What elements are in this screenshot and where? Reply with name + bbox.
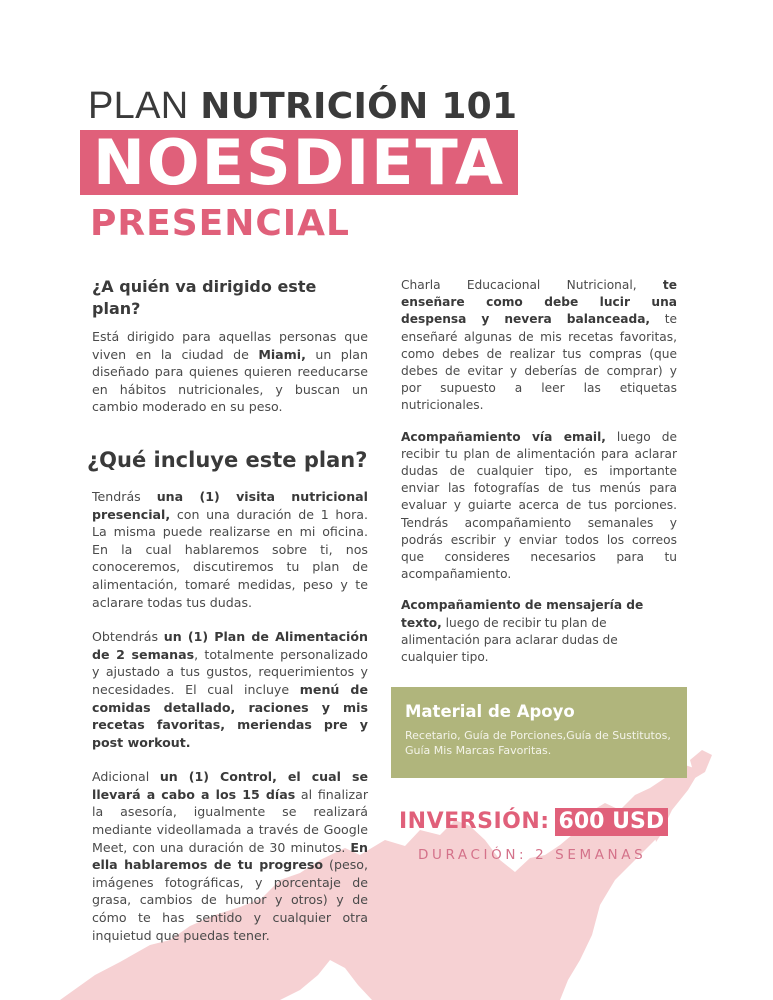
support-material-box bbox=[391, 687, 687, 778]
talk-bold: te enseñare como debe lucir una despensa y nevera balanceada, bbox=[401, 278, 677, 327]
includes-heading: ¿Qué incluye este plan? bbox=[87, 447, 368, 472]
price-row bbox=[399, 807, 668, 837]
plan-bold: un (1) Plan de Alimentación de 2 semanas bbox=[92, 629, 368, 662]
control-text-end: (peso, imágenes fotográficas, y porcentaje de grasa, cambios de humor y otros) y de cómo te has sentido y cualquier otra inquietud que puedas tener. bbox=[92, 857, 368, 943]
plan-text: Obtendrás bbox=[92, 629, 164, 645]
right-column bbox=[401, 277, 677, 680]
plan-bold-menu: menú de comidas detallado, raciones y mis recetas favoritas, meriendas pre y post workout. bbox=[92, 681, 368, 750]
plan-title bbox=[88, 86, 517, 127]
sms-bold: Acompañamiento de mensajería de texto, bbox=[401, 598, 644, 630]
who-city: Miami, bbox=[258, 346, 306, 362]
visit-text: Tendrás bbox=[92, 488, 157, 504]
control-paragraph bbox=[92, 768, 368, 944]
plan-text-cont: , totalmente personalizado y ajustado a tus gustos, requerimientos y necesidades. El cual incluye bbox=[92, 646, 368, 697]
brand-name: NOESDIETA bbox=[93, 126, 505, 199]
who-text: Está dirigido para aquellas personas que viven en la ciudad de bbox=[92, 329, 368, 362]
control-text: Adicional bbox=[92, 769, 160, 785]
email-bold: Acompañamiento vía email, bbox=[401, 429, 606, 444]
price-value: 600 USD bbox=[555, 808, 669, 836]
who-heading: ¿A quién va dirigido este plan? bbox=[92, 277, 317, 318]
who-text-cont: un plan diseñado para quienes quieren reeducarse en hábitos nutricionales, y buscan un cambio moderado en su peso. bbox=[92, 346, 368, 415]
support-body: Recetario, Guía de Porciones,Guía de Sustitutos, Guía Mis Marcas Favoritas. bbox=[405, 729, 671, 757]
sms-text: luego de recibir tu plan de alimentación para aclarar dudas de cualquier tipo. bbox=[401, 615, 618, 665]
control-bold: un (1) Control, el cual se llevará a cabo a los 15 días bbox=[92, 769, 368, 802]
left-column bbox=[87, 276, 369, 961]
plan-title-prefix: PLAN bbox=[88, 85, 189, 127]
duration-text: DURACIÓN: 2 SEMANAS bbox=[418, 847, 647, 863]
talk-text-cont: te enseñaré algunas de mis recetas favoritas, como debes de realizar tus compras (que debes de evitar y deberías de comprar) y por supuesto a leer las etiquetas nutricionales. bbox=[401, 312, 677, 413]
support-title: Material de Apoyo bbox=[405, 702, 575, 721]
plan-modality: PRESENCIAL bbox=[90, 203, 350, 244]
brand-banner bbox=[80, 126, 518, 199]
plan-title-bold: NUTRICIÓN 101 bbox=[200, 86, 518, 127]
plan-paragraph bbox=[92, 628, 368, 751]
control-text-cont: al finalizar la asesoría, igualmente se realizará mediante videollamada a través de Google Meet, con una duración de 30 minutos. bbox=[92, 786, 369, 855]
sms-paragraph bbox=[401, 597, 677, 666]
visit-paragraph bbox=[92, 488, 368, 611]
email-text: luego de recibir tu plan de alimentación para aclarar dudas de cualquier tipo, es importante enviar las fotografías de tus menús para evaluar y guiarte acerca de tus porciones. Tendrás acompañamiento semanales y podrás escribir y enviar todos los correos que consideres necesarios para tu acompañamiento. bbox=[401, 429, 677, 582]
talk-paragraph bbox=[401, 277, 677, 415]
visit-bold: una (1) visita nutricional presencial, bbox=[92, 488, 368, 522]
price-label: INVERSIÓN: bbox=[399, 809, 550, 834]
visit-text-cont: con una duración de 1 hora. La misma puede realizarse en mi oficina. En la cual hablaremos sobre ti, nos conoceremos, discutiremos tu plan de alimentación, tomaré medidas, peso y te aclarare todas tus dudas. bbox=[92, 506, 368, 610]
email-paragraph bbox=[401, 429, 677, 584]
control-bold-progress: En ella hablaremos de tu progreso bbox=[92, 839, 368, 873]
who-paragraph bbox=[92, 328, 368, 416]
talk-text: Charla Educacional Nutricional, bbox=[401, 278, 663, 292]
